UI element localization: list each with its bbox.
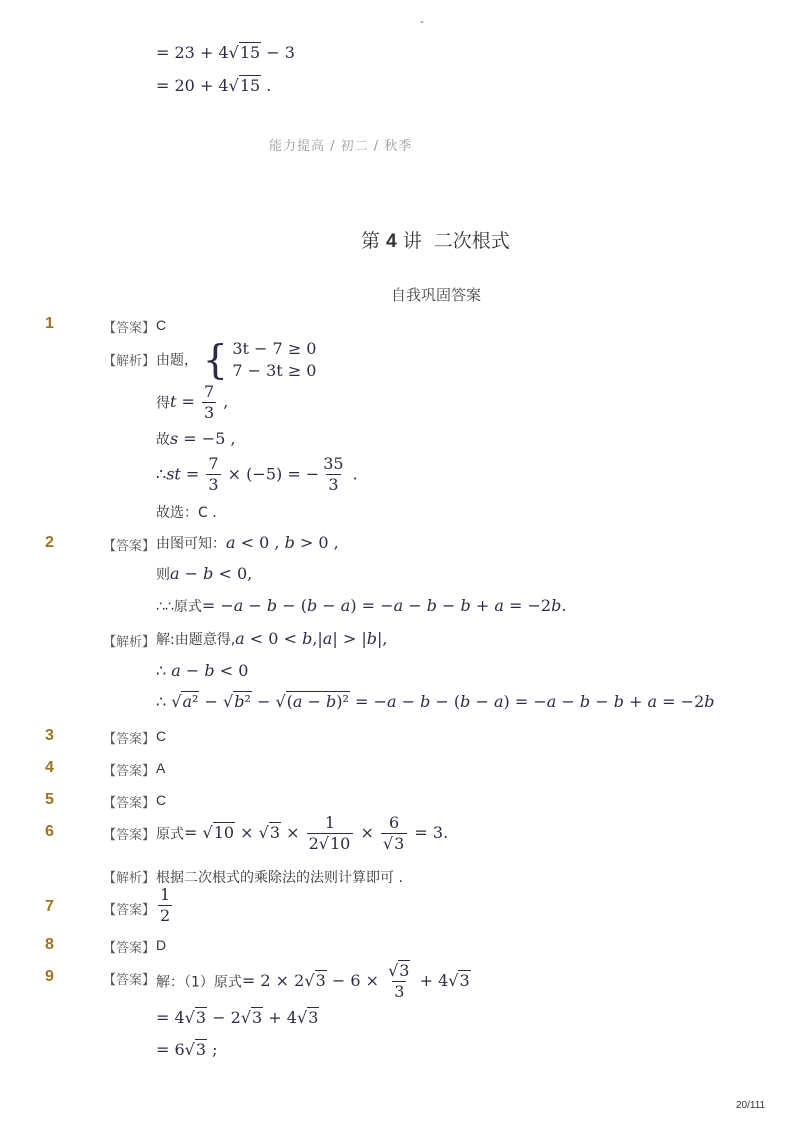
answer-value: C — [156, 728, 167, 744]
question-number: 1 — [45, 315, 54, 332]
lecture-prefix: 第 — [361, 230, 381, 252]
lecture-title — [361, 226, 510, 253]
q2-answer-line-3: ∴∴原式= −a − b − (b − a) = −a − b − b + a = −2b. — [156, 596, 567, 615]
q6-answer: 原式= √10 × √3 × $\frac{1}{2√10}$ × $\frac{6}{√3}$ = 3. — [156, 813, 449, 854]
inequality-2: 7 − 3t ≥ 0 — [232, 361, 317, 381]
answer-value: C — [156, 792, 167, 808]
q2-analysis-line-1: 解:由题意得,a < 0 < b,|a| > |b|, — [156, 629, 388, 648]
answer-tag: 【答案】 — [103, 732, 156, 747]
lecture-number: 4 — [386, 231, 397, 252]
question-number: 3 — [45, 727, 54, 744]
answer-tag: 【答案】 — [103, 941, 156, 956]
continued-equation-line-2: = 20 + 4√15 . — [156, 76, 272, 95]
solution-st: ∴st = $\frac{7}{3}$ × (−5) = − $\frac{35}{3}$ . — [156, 454, 358, 495]
inequality-1: 3t − 7 ≥ 0 — [232, 339, 317, 358]
top-mark: - — [420, 14, 424, 28]
answer-tag: 【答案】 — [103, 828, 156, 843]
q9-answer-line-1: 解：（1）原式= 2 × 2√3 − 6 × $\frac{√3}{3}$ + 4√3 — [156, 961, 470, 1002]
answer-value: C — [156, 317, 167, 333]
analysis-tag: 【解析】 — [103, 871, 156, 886]
q7-answer-fraction: $\frac{1}{2}$ — [160, 885, 171, 926]
q9-answer-line-2: = 4√3 − 2√3 + 4√3 — [156, 1008, 319, 1027]
question-number: 4 — [45, 759, 54, 776]
q6-analysis: 根据二次根式的乘除法的法则计算即可 . — [156, 870, 403, 886]
solution-t: 得t = $\frac{7}{3}$ , — [156, 382, 229, 423]
q2-analysis-line-3: ∴ √a² − √b² − √(a − b)² = −a − b − (b − a) = −a − b − b + a = −2b — [156, 692, 715, 711]
inequality-system: 由题， { 3t − 7 ≥ 0 7 − 3t ≥ 0 — [156, 337, 317, 384]
q9-answer-line-3: = 6√3 ; — [156, 1040, 218, 1059]
answer-tag: 【答案】 — [103, 796, 156, 811]
analysis-tag: 【解析】 — [103, 635, 156, 650]
answer-tag: 【答案】 — [103, 764, 156, 779]
lecture-suffix: 讲 — [402, 230, 422, 252]
page-number: 20/111 — [736, 1100, 766, 1111]
answer-tag: 【答案】 — [103, 539, 156, 554]
q2-answer-line-2: 则a − b < 0, — [156, 564, 253, 583]
answer-value: A — [156, 760, 166, 776]
section-title: 自我巩固答案 — [391, 286, 482, 304]
question-number: 9 — [45, 968, 54, 985]
question-number: 8 — [45, 936, 54, 953]
question-number: 5 — [45, 791, 54, 808]
conclusion: 故选：C . — [156, 505, 217, 521]
q2-analysis-line-2: ∴ a − b < 0 — [156, 661, 249, 680]
lecture-name: 二次根式 — [433, 230, 510, 252]
answer-tag: 【答案】 — [103, 903, 156, 918]
solution-s: 故s = −5 , — [156, 429, 236, 448]
question-number: 7 — [45, 898, 54, 915]
continued-equation-line-1: = 23 + 4√15 − 3 — [156, 43, 295, 62]
answer-tag: 【答案】 — [103, 973, 156, 988]
q2-answer-line-1: 由图可知：a < 0 , b > 0 , — [156, 533, 339, 552]
answer-tag: 【答案】 — [103, 321, 156, 336]
question-number: 2 — [45, 534, 54, 551]
question-number: 6 — [45, 823, 54, 840]
answer-value: D — [156, 937, 167, 953]
analysis-tag: 【解析】 — [103, 354, 156, 369]
breadcrumb: 能力提高 / 初二 / 秋季 — [269, 139, 413, 154]
